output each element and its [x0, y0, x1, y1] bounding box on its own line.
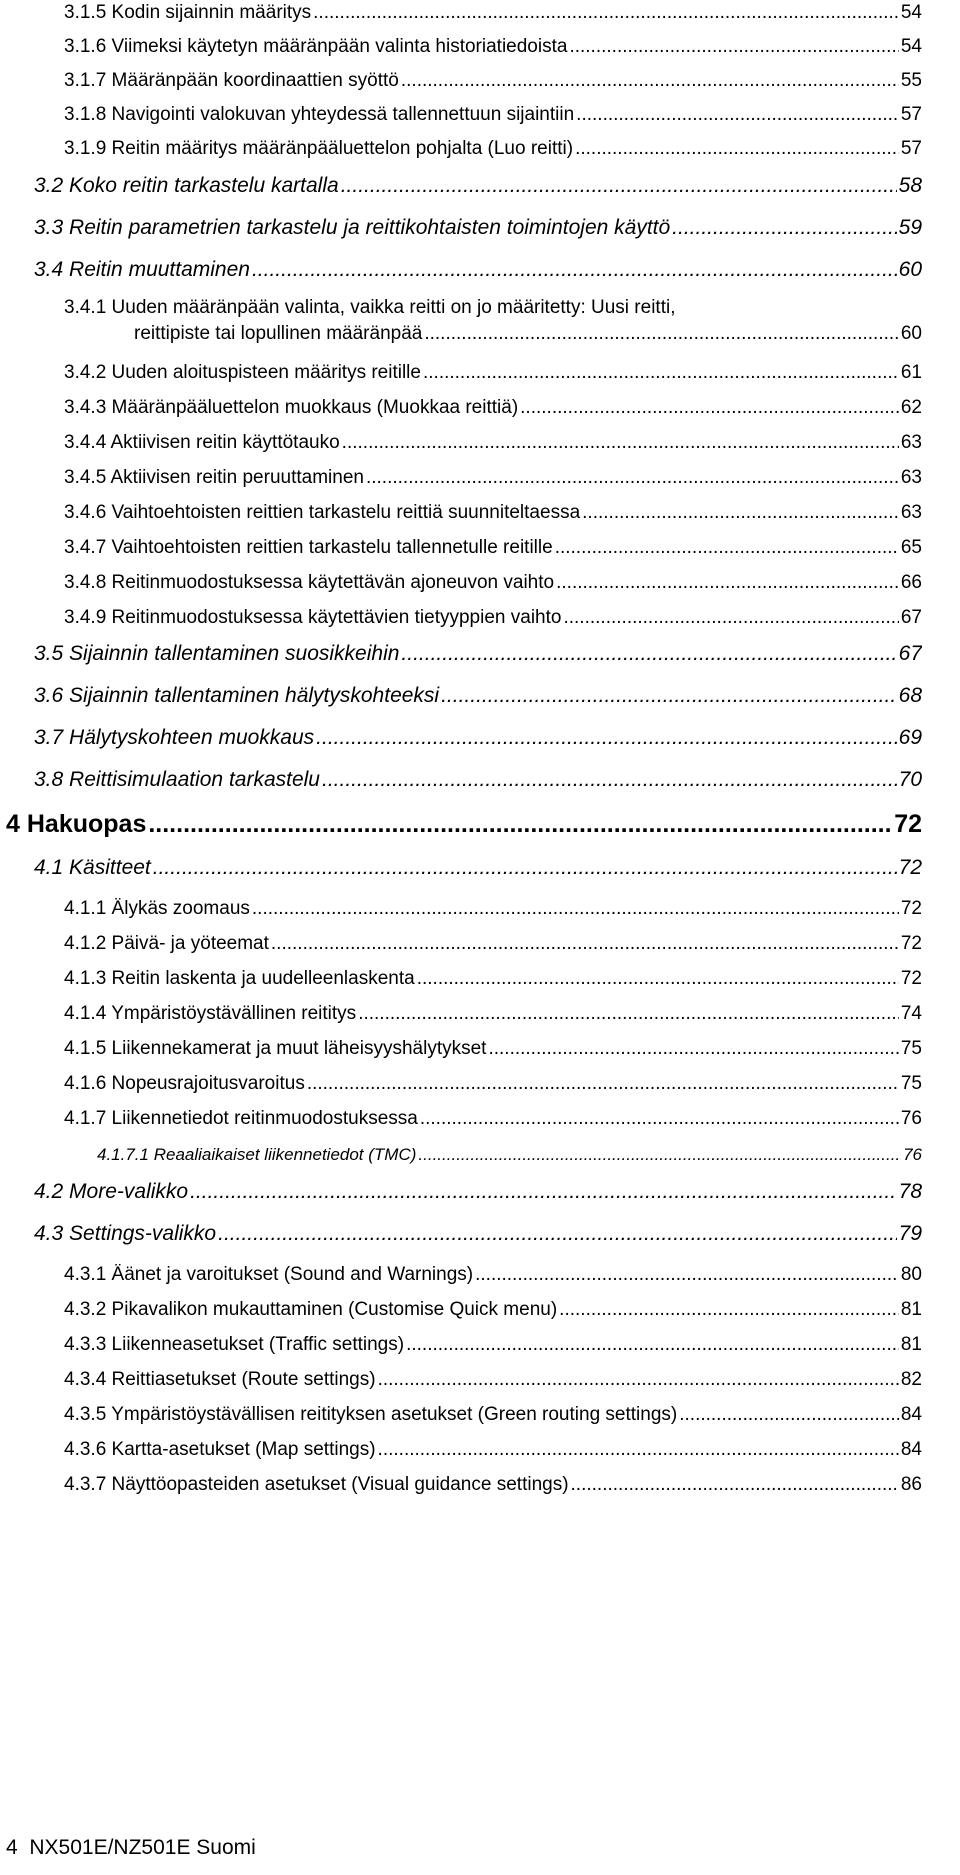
toc-leader [378, 1369, 899, 1391]
toc-page-number: 68 [898, 684, 922, 707]
toc-entry[interactable] [64, 36, 922, 58]
toc-entry[interactable] [64, 1334, 922, 1356]
toc-page-number: 60 [900, 323, 922, 344]
toc-page-number: 61 [900, 362, 922, 383]
toc-page-number: 57 [900, 104, 922, 125]
toc-page-number: 72 [898, 856, 922, 879]
toc-page-number: 63 [900, 502, 922, 523]
toc-entry-title-continued: reittipiste tai lopullinen määränpää ..... 60 [64, 321, 922, 347]
toc-leader [190, 1180, 897, 1204]
toc-entry-title: 3.1.7 Määränpään koordinaattien syöttö [64, 70, 399, 91]
toc-leader [378, 1439, 899, 1461]
toc-page-number: 55 [900, 70, 922, 91]
toc-entry[interactable] [64, 70, 922, 92]
toc-page-number: 82 [900, 1369, 922, 1390]
toc-leader [406, 1334, 899, 1356]
toc-leader [313, 2, 899, 24]
toc-entry[interactable] [64, 295, 922, 347]
toc-leader [441, 684, 897, 708]
toc-page-number: 86 [900, 1474, 922, 1495]
toc-leader [252, 898, 899, 920]
toc-leader [307, 1073, 899, 1095]
toc-page-number: 70 [898, 768, 922, 791]
toc-leader [366, 467, 899, 489]
toc-entry[interactable] [34, 258, 922, 282]
toc-leader [582, 502, 899, 524]
toc-entry[interactable] [64, 104, 922, 126]
toc-entry-title: 4.1.2 Päivä- ja yöteemat [64, 933, 269, 954]
toc-page-number: 54 [900, 36, 922, 57]
toc-entry[interactable] [34, 684, 922, 708]
toc-leader [218, 1222, 897, 1246]
toc-page-number: 75 [900, 1038, 922, 1059]
toc-entry-title: 4.1.1 Älykäs zoomaus [64, 898, 250, 919]
toc-leader [271, 933, 899, 955]
toc-leader [420, 1108, 899, 1130]
toc-leader [563, 607, 898, 629]
toc-entry-title: 4.3.6 Kartta-asetukset (Map settings) [64, 1439, 376, 1460]
toc-entry[interactable] [34, 216, 922, 240]
toc-entry[interactable] [64, 1439, 922, 1461]
toc-entry-title: 4.1 Käsitteet [34, 856, 151, 879]
toc-entry-title: 3.4.2 Uuden aloituspisteen määritys reitille [64, 362, 421, 383]
toc-page-number: 59 [898, 216, 922, 239]
toc-entry-title: 4.3.5 Ympäristöystävällisen reitityksen asetukset (Green routing settings) [64, 1404, 678, 1425]
toc-entry[interactable] [64, 467, 922, 489]
toc-page-number: 67 [900, 607, 922, 628]
toc-entry-title: 3.1.6 Viimeksi käytetyn määränpään valinta historiatiedoista [64, 36, 568, 57]
toc-entry-title: 3.7 Hälytyskohteen muokkaus [34, 726, 315, 749]
toc-entry-title: 4 Hakuopas [6, 810, 147, 838]
toc-entry-title: 3.4.5 Aktiivisen reitin peruuttaminen [64, 467, 364, 488]
toc-leader [401, 642, 896, 666]
toc-leader [475, 1264, 899, 1286]
toc-entry-title: 4.3.4 Reittiasetukset (Route settings) [64, 1369, 376, 1390]
toc-entry[interactable] [64, 2, 922, 24]
toc-page-number: 58 [898, 174, 922, 197]
toc-page-number: 65 [900, 537, 922, 558]
toc-entry[interactable] [64, 1073, 922, 1095]
toc-leader [148, 810, 892, 839]
toc-entry-title: 4.3.2 Pikavalikon mukauttaminen (Customise Quick menu) [64, 1299, 558, 1320]
toc-page-number: 67 [898, 642, 922, 665]
toc-entry[interactable] [64, 933, 922, 955]
toc-entry-title: 3.4.4 Aktiivisen reitin käyttötauko [64, 432, 340, 453]
toc-entry-title: 4.3.3 Liikenneasetukset (Traffic settings) [64, 1334, 405, 1355]
toc-leader [424, 321, 899, 347]
toc-page-number: 81 [900, 1299, 922, 1320]
toc-leader [569, 36, 898, 58]
toc-entry-title: 3.1.8 Navigointi valokuvan yhteydessä tallennettuun sijaintiin [64, 104, 575, 125]
toc-page-number: 69 [898, 726, 922, 749]
toc-entry[interactable] [64, 968, 922, 990]
toc-page-number: 63 [900, 432, 922, 453]
toc-page-number: 78 [898, 1180, 922, 1203]
toc-entry-title: 4.3.1 Äänet ja varoitukset (Sound and Warnings) [64, 1264, 474, 1285]
toc-leader [575, 138, 899, 160]
toc-entry[interactable] [64, 502, 922, 524]
toc-entry-title: 4.1.3 Reitin laskenta ja uudelleenlaskenta [64, 968, 415, 989]
toc-entry-title: 3.4.3 Määränpääluettelon muokkaus (Muokkaa reittiä) [64, 397, 519, 418]
toc-entry[interactable] [34, 726, 922, 750]
toc-leader [576, 104, 899, 126]
toc-entry[interactable] [64, 1003, 922, 1025]
toc-leader [342, 432, 899, 454]
toc-entry-title: 3.4.9 Reitinmuodostuksessa käytettävien tietyyppien vaihto [64, 607, 562, 628]
toc-entry[interactable] [64, 362, 922, 384]
toc-entry[interactable] [64, 432, 922, 454]
toc-entry[interactable] [64, 397, 922, 419]
toc-page-number: 62 [900, 397, 922, 418]
toc-entry-title: 4.2 More-valikko [34, 1180, 189, 1203]
page-footer [6, 1836, 256, 1860]
toc-leader [559, 1299, 899, 1321]
toc-page-number: 57 [900, 138, 922, 159]
toc-entry[interactable] [34, 642, 922, 666]
toc-entry-title: 3.4.8 Reitinmuodostuksessa käytettävän ajoneuvon vaihto [64, 572, 555, 593]
toc-page-number: 63 [900, 467, 922, 488]
toc-entry[interactable] [64, 1264, 922, 1286]
toc-leader [417, 968, 899, 990]
toc-leader [520, 397, 899, 419]
toc-page-number: 80 [900, 1264, 922, 1285]
toc-leader [555, 537, 899, 559]
toc-leader [571, 1474, 899, 1496]
toc-entry[interactable] [64, 138, 922, 160]
toc-entry[interactable] [64, 607, 922, 629]
toc-entry[interactable] [34, 768, 922, 792]
toc-entry[interactable] [64, 1299, 922, 1321]
toc-leader [358, 1003, 899, 1025]
footer-page-number: 4 [6, 1836, 18, 1859]
toc-entry[interactable] [6, 810, 922, 839]
toc-page-number: 54 [900, 2, 922, 23]
toc-entry-title: 3.8 Reittisimulaation tarkastelu [34, 768, 320, 791]
toc-entry-title: 4.3 Settings-valikko [34, 1222, 217, 1245]
toc-entry[interactable] [64, 1108, 922, 1130]
toc-page-number: 72 [900, 968, 922, 989]
toc-entry[interactable] [64, 1404, 922, 1426]
toc-page-number: 72 [894, 810, 922, 838]
toc-entry-title: 4.1.7.1 Reaaliaikaiset liikennetiedot (TMC) [97, 1145, 417, 1164]
toc-entry[interactable] [34, 174, 922, 198]
toc-entry-title: 3.6 Sijainnin tallentaminen hälytyskohteeksi [34, 684, 440, 707]
toc-page-number: 75 [900, 1073, 922, 1094]
toc-page-number: 72 [900, 898, 922, 919]
toc-entry-title: 3.2 Koko reitin tarkastelu kartalla [34, 174, 339, 197]
toc-leader [679, 1404, 899, 1426]
toc-entry[interactable] [34, 1222, 922, 1246]
toc-entry-title: 4.3.7 Näyttöopasteiden asetukset (Visual guidance settings) [64, 1474, 569, 1495]
toc-page-number: 76 [903, 1145, 922, 1164]
toc-entry[interactable] [64, 898, 922, 920]
toc-leader [153, 856, 897, 880]
toc-leader [316, 726, 896, 750]
toc-page-number: 74 [900, 1003, 922, 1024]
toc-page-number: 60 [898, 258, 922, 281]
toc-leader [672, 216, 896, 240]
footer-product: NX501E/NZ501E Suomi [29, 1836, 256, 1859]
toc-page-number: 84 [900, 1439, 922, 1460]
toc-entry-title: 4.1.6 Nopeusrajoitusvaroitus [64, 1073, 305, 1094]
toc-page-number: 72 [900, 933, 922, 954]
toc-entry-title: 3.4.1 Uuden määränpään valinta, vaikka reitti on jo määritetty: Uusi reitti, [64, 297, 676, 318]
toc-entry-title: 3.4.7 Vaihtoehtoisten reittien tarkastelu tallennetulle reitille [64, 537, 553, 558]
toc-entry-title: 3.4 Reitin muuttaminen [34, 258, 250, 281]
toc-entry[interactable] [64, 1474, 922, 1496]
toc-leader [556, 572, 899, 594]
toc-entry[interactable] [34, 856, 922, 880]
toc-entry-title: 3.1.9 Reitin määritys määränpääluettelon pohjalta (Luo reitti) [64, 138, 574, 159]
toc-entry[interactable] [64, 537, 922, 559]
toc-entry[interactable] [97, 1145, 922, 1165]
toc-entry-title: 4.1.5 Liikennekamerat ja muut läheisyyshälytykset [64, 1038, 487, 1059]
toc-entry[interactable] [34, 1180, 922, 1204]
toc-entry[interactable] [64, 572, 922, 594]
toc-leader [423, 362, 899, 384]
toc-entry-title: 3.1.5 Kodin sijainnin määritys [64, 2, 312, 23]
toc-page-number: 76 [900, 1108, 922, 1129]
toc-leader [418, 1145, 901, 1165]
toc-leader [488, 1038, 898, 1060]
toc-leader [322, 768, 897, 792]
toc-entry-title: 4.1.7 Liikennetiedot reitinmuodostuksessa [64, 1108, 418, 1129]
toc-page-number: 79 [898, 1222, 922, 1245]
toc-entry-title: 3.3 Reitin parametrien tarkastelu ja reittikohtaisten toimintojen käyttö [34, 216, 671, 239]
toc-leader [341, 174, 897, 198]
toc-page-number: 66 [900, 572, 922, 593]
toc-page-number: 81 [900, 1334, 922, 1355]
toc-entry-title: 4.1.4 Ympäristöystävällinen reititys [64, 1003, 357, 1024]
toc-entry[interactable] [64, 1038, 922, 1060]
toc-entry-title: 3.4.6 Vaihtoehtoisten reittien tarkastelu reittiä suunniteltaessa [64, 502, 581, 523]
toc-entry[interactable] [64, 1369, 922, 1391]
toc-entry-title: 3.5 Sijainnin tallentaminen suosikkeihin [34, 642, 400, 665]
toc-leader [401, 70, 899, 92]
toc-page-number: 84 [900, 1404, 922, 1425]
toc-leader [252, 258, 897, 282]
